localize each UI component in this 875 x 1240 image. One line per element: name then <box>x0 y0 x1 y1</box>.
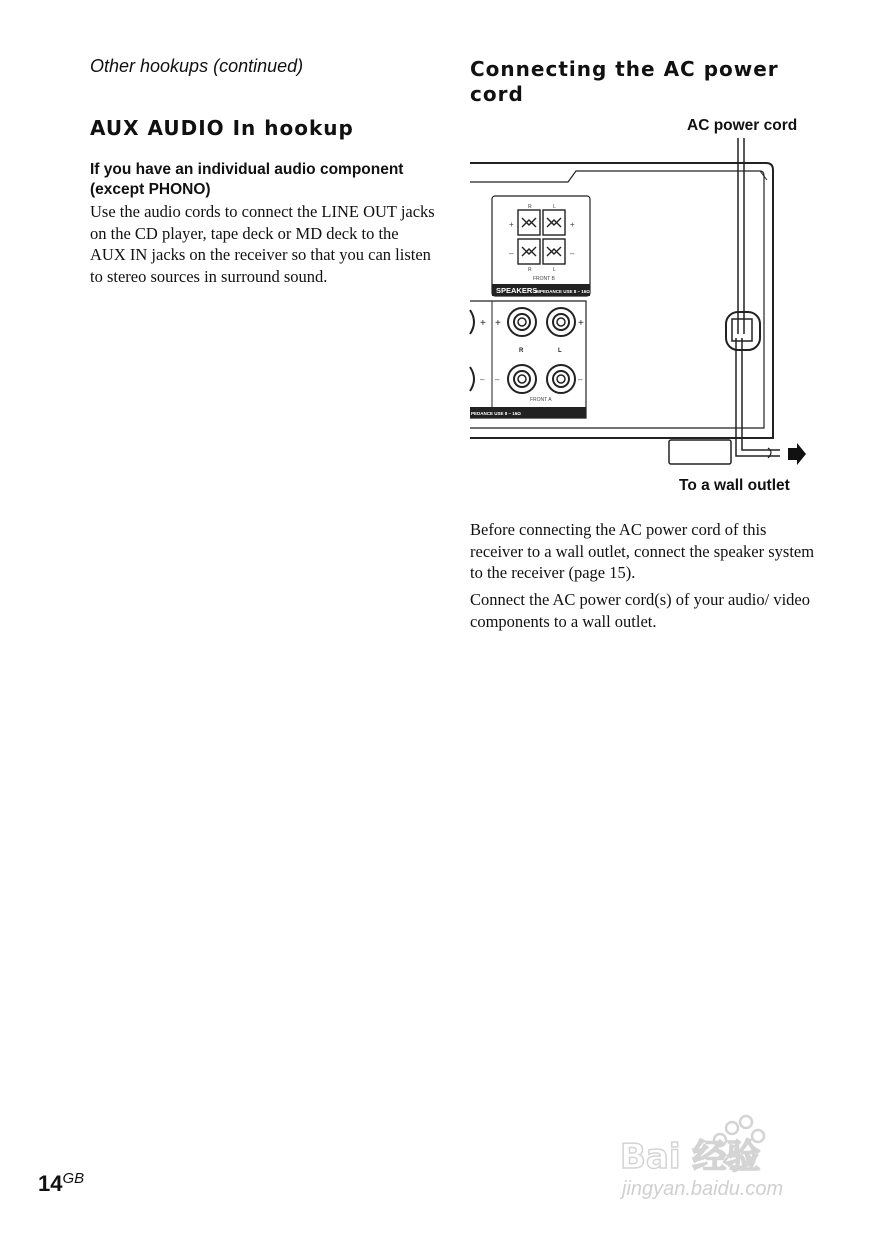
ac-cord-socket <box>726 312 760 350</box>
front-a-plus-2: + <box>495 318 501 329</box>
front-a-plus-1: + <box>480 318 486 329</box>
speaker-terminals-front-a <box>470 301 586 418</box>
receiver-foot <box>669 438 731 464</box>
aux-body-paragraph: Use the audio cords to connect the LINE OUT jacks on the CD player, tape deck or MD deck to the AUX IN jacks on the receiver so that you can listen to stereo sources in surround sound. <box>90 202 435 286</box>
front-b-label: FRONT B <box>533 276 555 282</box>
paragraph-connect-components: Connect the AC power cord(s) of your audio/ video components to a wall outlet. <box>470 590 811 631</box>
label-wall-outlet: To a wall outlet <box>679 477 790 494</box>
front-a-plus-3: + <box>578 318 584 329</box>
page-number <box>38 1170 84 1197</box>
front-a-label: FRONT A <box>530 397 552 403</box>
front-b-r-top: R <box>528 204 532 210</box>
front-a-minus-2: – <box>495 375 500 384</box>
paragraph-before-connecting: Before connecting the AC power cord of this receiver to a wall outlet, connect the speaker system to the receiver (page 15). <box>470 520 815 582</box>
front-a-minus-1: – <box>480 375 485 384</box>
page-number-value: 14 <box>38 1171 63 1196</box>
front-b-minus-right: – <box>570 249 575 258</box>
front-b-plus-right: + <box>570 220 575 229</box>
panel-speakers-label: SPEAKERS <box>496 286 538 295</box>
running-head: Other hookups (continued) <box>90 56 304 76</box>
front-b-l-top: L <box>553 204 556 210</box>
section-title-aux-audio: AUX AUDIO In hookup <box>90 116 354 140</box>
page-number-suffix: GB <box>62 1170 85 1187</box>
section-title-ac-power: Connecting the AC power cord <box>470 57 779 106</box>
speaker-terminals-front-b <box>492 196 590 296</box>
arrow-to-outlet-icon <box>788 443 806 465</box>
front-a-l-label: L <box>558 348 562 354</box>
front-b-minus-left: – <box>509 249 514 258</box>
watermark-url: jingyan.baidu.com <box>622 1178 784 1200</box>
label-ac-power-cord: AC power cord <box>687 117 798 134</box>
subheading-individual-component: If you have an individual audio component (except PHONO) <box>90 161 404 198</box>
front-a-r-label: R <box>519 348 524 354</box>
watermark-logo-text: Bai 经验 <box>620 1137 761 1177</box>
panel-impedance-label: IMPEDANCE USE 8 – 16Ω <box>535 289 590 294</box>
receiver-rear-panel-diagram <box>468 138 813 473</box>
front-a-minus-3: – <box>578 375 583 384</box>
front-b-r-bottom: R <box>528 267 532 273</box>
front-b-plus-left: + <box>509 220 514 229</box>
panel-impedance-label-lower: PEDANCE USE 8 – 16Ω <box>471 411 521 416</box>
front-b-l-bottom: L <box>553 267 556 273</box>
